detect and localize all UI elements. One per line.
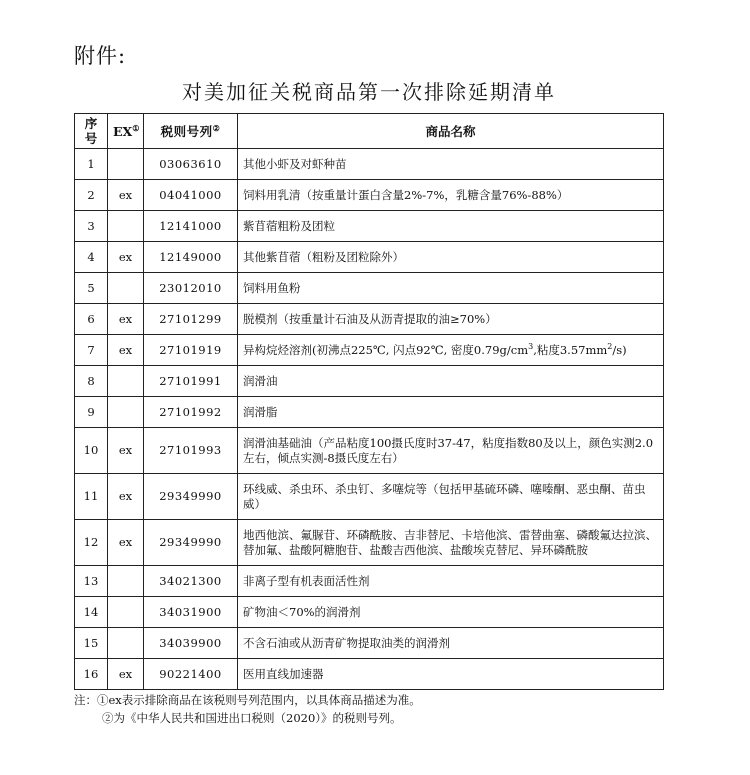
cell-no: 7	[75, 335, 108, 366]
cell-name: 脱模剂（按重量计石油及从沥青提取的油≥70%）	[238, 304, 664, 335]
column-header-name: 商品名称	[238, 114, 664, 149]
attachment-label: 附件:	[74, 44, 127, 68]
cell-code: 12141000	[144, 211, 238, 242]
cell-no: 10	[75, 428, 108, 474]
table-row	[75, 273, 664, 304]
cell-no: 3	[75, 211, 108, 242]
exclusion-table	[74, 113, 664, 690]
cell-no: 12	[75, 520, 108, 566]
cell-no: 11	[75, 474, 108, 520]
cell-name: 医用直线加速器	[238, 659, 664, 690]
cell-name: 润滑油基础油（产品粘度100摄氏度时37-47，粘度指数80及以上，颜色实测2.0左右，倾点实测-8摄氏度左右）	[238, 428, 664, 474]
table-row	[75, 366, 664, 397]
cell-code: 34031900	[144, 597, 238, 628]
cell-ex	[108, 566, 144, 597]
cell-no: 8	[75, 366, 108, 397]
cell-code: 34039900	[144, 628, 238, 659]
cell-name	[238, 335, 664, 366]
cell-code: 04041000	[144, 180, 238, 211]
cell-name: 其他小虾及对虾种苗	[238, 149, 664, 180]
name-text-part: ,粘度3.57mm	[533, 342, 608, 357]
name-text-part: 异构烷烃溶剂(初沸点225℃, 闪点92℃, 密度0.79g/cm	[243, 342, 529, 357]
cell-code: 29349990	[144, 520, 238, 566]
cell-code: 90221400	[144, 659, 238, 690]
table-row	[75, 659, 664, 690]
table-row	[75, 304, 664, 335]
table-row	[75, 566, 664, 597]
cell-no: 6	[75, 304, 108, 335]
page-title: 对美加征关税商品第一次排除延期清单	[182, 80, 556, 104]
cell-name: 润滑油	[238, 366, 664, 397]
cell-code: 34021300	[144, 566, 238, 597]
table-row	[75, 211, 664, 242]
name-text-part: /s)	[612, 342, 627, 357]
cell-code: 27101919	[144, 335, 238, 366]
cell-name: 饲料用鱼粉	[238, 273, 664, 304]
table-row	[75, 520, 664, 566]
footnote-mark-2: ②	[212, 122, 221, 133]
table-row	[75, 180, 664, 211]
cell-no: 9	[75, 397, 108, 428]
cell-ex: ex	[108, 474, 144, 520]
cell-ex	[108, 273, 144, 304]
footnote-mark-1: ①	[132, 122, 140, 133]
cell-no: 1	[75, 149, 108, 180]
table-row	[75, 597, 664, 628]
cell-no: 14	[75, 597, 108, 628]
table-row	[75, 242, 664, 273]
table-row	[75, 335, 664, 366]
cell-ex: ex	[108, 659, 144, 690]
table-header-row	[75, 114, 664, 149]
cell-name: 不含石油或从沥青矿物提取油类的润滑剂	[238, 628, 664, 659]
column-header-code-label: 税则号列	[160, 123, 213, 139]
superscript-cubed: 3	[528, 341, 534, 351]
cell-ex: ex	[108, 242, 144, 273]
cell-ex: ex	[108, 520, 144, 566]
cell-ex	[108, 211, 144, 242]
cell-name: 其他紫苜蓿（粗粉及团粒除外）	[238, 242, 664, 273]
cell-no: 15	[75, 628, 108, 659]
cell-code: 23012010	[144, 273, 238, 304]
cell-code: 27101992	[144, 397, 238, 428]
cell-ex	[108, 149, 144, 180]
cell-ex: ex	[108, 428, 144, 474]
cell-code: 12149000	[144, 242, 238, 273]
cell-no: 4	[75, 242, 108, 273]
cell-code: 29349990	[144, 474, 238, 520]
cell-ex: ex	[108, 304, 144, 335]
cell-code: 27101993	[144, 428, 238, 474]
column-header-code	[144, 114, 238, 149]
cell-no: 16	[75, 659, 108, 690]
cell-name: 非离子型有机表面活性剂	[238, 566, 664, 597]
cell-name: 矿物油＜70%的润滑剂	[238, 597, 664, 628]
cell-name: 饲料用乳清（按重量计蛋白含量2%-7%，乳糖含量76%-88%）	[238, 180, 664, 211]
table-row	[75, 149, 664, 180]
cell-ex: ex	[108, 180, 144, 211]
table-row	[75, 397, 664, 428]
cell-ex: ex	[108, 335, 144, 366]
footnote-1: 注：①ex表示排除商品在该税则号列范围内，以具体商品描述为准。	[74, 693, 421, 707]
cell-name: 地西他滨、氟脲苷、环磷酰胺、吉非替尼、卡培他滨、雷替曲塞、磷酸氟达拉滨、替加氟、盐酸阿糖胞苷、盐酸吉西他滨、盐酸埃克替尼、异环磷酰胺	[238, 520, 664, 566]
cell-no: 13	[75, 566, 108, 597]
cell-name: 润滑脂	[238, 397, 664, 428]
cell-code: 03063610	[144, 149, 238, 180]
cell-no: 2	[75, 180, 108, 211]
footnote-2: ②为《中华人民共和国进出口税则（2020）》的税则号列。	[102, 711, 402, 725]
footnotes	[74, 691, 421, 727]
cell-ex	[108, 628, 144, 659]
cell-ex	[108, 397, 144, 428]
cell-name: 环线威、杀虫环、杀虫钉、多噻烷等（包括甲基硫环磷、噻嗪酮、恶虫酮、苗虫威）	[238, 474, 664, 520]
table-row	[75, 628, 664, 659]
cell-no: 5	[75, 273, 108, 304]
cell-name: 紫苜蓿粗粉及团粒	[238, 211, 664, 242]
cell-ex	[108, 597, 144, 628]
cell-code: 27101991	[144, 366, 238, 397]
cell-code: 27101299	[144, 304, 238, 335]
column-header-no: 序号	[75, 114, 108, 149]
cell-ex	[108, 366, 144, 397]
table-row	[75, 428, 664, 474]
superscript-squared: 2	[607, 341, 613, 351]
table-row	[75, 474, 664, 520]
column-header-ex	[108, 114, 144, 149]
column-header-ex-label: EX	[113, 123, 133, 139]
